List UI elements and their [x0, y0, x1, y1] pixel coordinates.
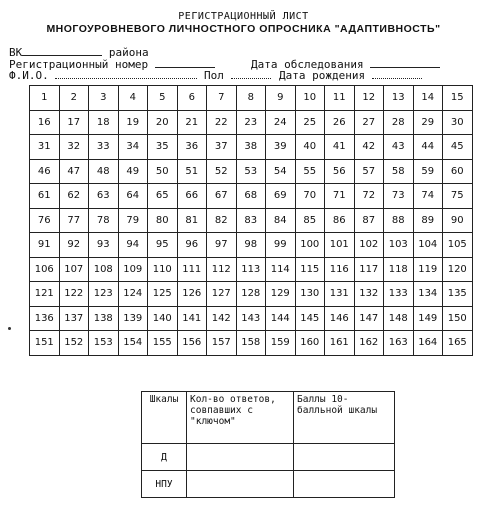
- grid-cell[interactable]: 133: [384, 282, 414, 307]
- grid-cell[interactable]: 129: [266, 282, 296, 307]
- field-row-fio: [9, 68, 271, 82]
- grid-cell[interactable]: 2: [59, 86, 89, 111]
- grid-cell[interactable]: 12: [354, 86, 384, 111]
- exam-date-label: Дата обследования: [251, 58, 364, 71]
- grid-cell[interactable]: 3: [89, 86, 119, 111]
- grid-cell[interactable]: 165: [443, 331, 473, 356]
- grid-cell[interactable]: 78: [89, 208, 119, 233]
- grid-cell[interactable]: 36: [177, 135, 207, 160]
- grid-cell[interactable]: 93: [89, 233, 119, 258]
- grid-cell[interactable]: 38: [236, 135, 266, 160]
- grid-cell[interactable]: 69: [266, 184, 296, 209]
- grid-row: [30, 257, 473, 282]
- grid-cell[interactable]: 34: [118, 135, 148, 160]
- grid-cell[interactable]: 15: [443, 86, 473, 111]
- grid-cell[interactable]: 134: [413, 282, 443, 307]
- scales-table: [141, 391, 395, 498]
- grid-cell[interactable]: 37: [207, 135, 237, 160]
- grid-cell[interactable]: 45: [443, 135, 473, 160]
- grid-cell[interactable]: 135: [443, 282, 473, 307]
- grid-row: [30, 331, 473, 356]
- grid-cell[interactable]: 116: [325, 257, 355, 282]
- grid-cell[interactable]: 59: [413, 159, 443, 184]
- grid-cell[interactable]: 88: [384, 208, 414, 233]
- grid-cell[interactable]: 85: [295, 208, 325, 233]
- grid-cell[interactable]: 65: [148, 184, 178, 209]
- grid-cell[interactable]: 142: [207, 306, 237, 331]
- grid-cell[interactable]: 99: [266, 233, 296, 258]
- grid-cell[interactable]: 30: [443, 110, 473, 135]
- grid-cell[interactable]: 136: [30, 306, 60, 331]
- grid-cell[interactable]: 163: [384, 331, 414, 356]
- scale-d-points-cell[interactable]: [294, 444, 395, 471]
- grid-cell[interactable]: 91: [30, 233, 60, 258]
- grid-cell[interactable]: 89: [413, 208, 443, 233]
- grid-row: [30, 306, 473, 331]
- grid-cell[interactable]: 73: [384, 184, 414, 209]
- grid-cell[interactable]: 98: [236, 233, 266, 258]
- grid-cell[interactable]: 94: [118, 233, 148, 258]
- grid-cell[interactable]: 68: [236, 184, 266, 209]
- grid-cell[interactable]: 75: [443, 184, 473, 209]
- grid-cell[interactable]: 106: [30, 257, 60, 282]
- grid-cell[interactable]: 87: [354, 208, 384, 233]
- grid-cell[interactable]: 16: [30, 110, 60, 135]
- grid-cell[interactable]: 74: [413, 184, 443, 209]
- grid-cell[interactable]: 79: [118, 208, 148, 233]
- grid-cell[interactable]: 51: [177, 159, 207, 184]
- grid-cell[interactable]: 29: [413, 110, 443, 135]
- grid-cell[interactable]: 64: [118, 184, 148, 209]
- grid-cell[interactable]: 143: [236, 306, 266, 331]
- grid-cell[interactable]: 111: [177, 257, 207, 282]
- grid-cell[interactable]: 97: [207, 233, 237, 258]
- grid-cell[interactable]: 83: [236, 208, 266, 233]
- grid-cell[interactable]: 86: [325, 208, 355, 233]
- grid-cell[interactable]: 95: [148, 233, 178, 258]
- grid-cell[interactable]: 4: [118, 86, 148, 111]
- grid-cell[interactable]: 26: [325, 110, 355, 135]
- grid-cell[interactable]: 164: [413, 331, 443, 356]
- grid-cell[interactable]: 117: [354, 257, 384, 282]
- grid-cell[interactable]: 1: [30, 86, 60, 111]
- grid-cell[interactable]: 20: [148, 110, 178, 135]
- fio-label: Ф.И.О.: [9, 69, 49, 82]
- grid-cell[interactable]: 158: [236, 331, 266, 356]
- grid-cell[interactable]: 71: [325, 184, 355, 209]
- grid-cell[interactable]: 154: [118, 331, 148, 356]
- grid-cell[interactable]: 62: [59, 184, 89, 209]
- grid-cell[interactable]: 21: [177, 110, 207, 135]
- birth-date-label: Дата рождения: [279, 69, 366, 82]
- grid-cell[interactable]: 76: [30, 208, 60, 233]
- grid-cell[interactable]: 118: [384, 257, 414, 282]
- grid-cell[interactable]: 102: [354, 233, 384, 258]
- grid-cell[interactable]: 14: [413, 86, 443, 111]
- grid-cell[interactable]: 47: [59, 159, 89, 184]
- grid-cell[interactable]: 124: [118, 282, 148, 307]
- grid-row: [30, 159, 473, 184]
- grid-cell[interactable]: 112: [207, 257, 237, 282]
- grid-cell[interactable]: 55: [295, 159, 325, 184]
- grid-cell[interactable]: 161: [325, 331, 355, 356]
- grid-cell[interactable]: 49: [118, 159, 148, 184]
- grid-cell[interactable]: 8: [236, 86, 266, 111]
- grid-cell[interactable]: 114: [266, 257, 296, 282]
- grid-cell[interactable]: 31: [30, 135, 60, 160]
- grid-cell[interactable]: 160: [295, 331, 325, 356]
- grid-cell[interactable]: 84: [266, 208, 296, 233]
- grid-cell[interactable]: 110: [148, 257, 178, 282]
- grid-row: [30, 208, 473, 233]
- scales-header-scale: Шкалы: [142, 392, 187, 444]
- grid-cell[interactable]: 145: [295, 306, 325, 331]
- grid-cell[interactable]: 115: [295, 257, 325, 282]
- grid-cell[interactable]: 10: [295, 86, 325, 111]
- grid-cell[interactable]: 41: [325, 135, 355, 160]
- grid-cell[interactable]: 52: [207, 159, 237, 184]
- grid-cell[interactable]: 141: [177, 306, 207, 331]
- scale-d-count-cell[interactable]: [187, 444, 294, 471]
- grid-cell[interactable]: 108: [89, 257, 119, 282]
- grid-cell[interactable]: 92: [59, 233, 89, 258]
- grid-cell[interactable]: 44: [413, 135, 443, 160]
- title-line-1: РЕГИСТРАЦИОННЫЙ ЛИСТ: [178, 11, 309, 22]
- reg-number-label: Регистрационный номер: [9, 58, 149, 71]
- grid-cell[interactable]: 6: [177, 86, 207, 111]
- grid-cell[interactable]: 122: [59, 282, 89, 307]
- grid-cell[interactable]: 40: [295, 135, 325, 160]
- grid-cell[interactable]: 140: [148, 306, 178, 331]
- grid-cell[interactable]: 159: [266, 331, 296, 356]
- scale-npu-points-cell[interactable]: [294, 471, 395, 498]
- grid-cell[interactable]: 156: [177, 331, 207, 356]
- grid-cell[interactable]: 101: [325, 233, 355, 258]
- grid-cell[interactable]: 104: [413, 233, 443, 258]
- grid-cell[interactable]: 11: [325, 86, 355, 111]
- grid-cell[interactable]: 90: [443, 208, 473, 233]
- grid-cell[interactable]: 19: [118, 110, 148, 135]
- grid-cell[interactable]: 130: [295, 282, 325, 307]
- grid-cell[interactable]: 100: [295, 233, 325, 258]
- scales-header-points: Баллы 10-балльной шкалы: [294, 392, 395, 444]
- grid-cell[interactable]: 149: [413, 306, 443, 331]
- grid-cell[interactable]: 35: [148, 135, 178, 160]
- grid-cell[interactable]: 66: [177, 184, 207, 209]
- grid-cell[interactable]: 123: [89, 282, 119, 307]
- grid-cell[interactable]: 48: [89, 159, 119, 184]
- grid-cell[interactable]: 126: [177, 282, 207, 307]
- grid-cell[interactable]: 152: [59, 331, 89, 356]
- grid-cell[interactable]: 27: [354, 110, 384, 135]
- grid-cell[interactable]: 13: [384, 86, 414, 111]
- grid-cell[interactable]: 54: [266, 159, 296, 184]
- grid-cell[interactable]: 18: [89, 110, 119, 135]
- scales-row-npu: [142, 471, 395, 498]
- vk-label: ВК: [9, 46, 23, 59]
- grid-cell[interactable]: 155: [148, 331, 178, 356]
- grid-cell[interactable]: 70: [295, 184, 325, 209]
- sex-input-line[interactable]: [231, 68, 271, 79]
- grid-cell[interactable]: 103: [384, 233, 414, 258]
- grid-cell[interactable]: 107: [59, 257, 89, 282]
- grid-cell[interactable]: 146: [325, 306, 355, 331]
- grid-cell[interactable]: 148: [384, 306, 414, 331]
- grid-cell[interactable]: 157: [207, 331, 237, 356]
- scale-label-npu: НПУ: [142, 471, 187, 498]
- grid-cell[interactable]: 137: [59, 306, 89, 331]
- grid-cell[interactable]: 43: [384, 135, 414, 160]
- grid-cell[interactable]: 23: [236, 110, 266, 135]
- grid-cell[interactable]: 5: [148, 86, 178, 111]
- fio-input-line[interactable]: [55, 68, 197, 79]
- reg-number-input-line[interactable]: [155, 57, 215, 68]
- grid-cell[interactable]: 53: [236, 159, 266, 184]
- vk-input-line[interactable]: [22, 45, 102, 56]
- grid-cell[interactable]: 7: [207, 86, 237, 111]
- grid-cell[interactable]: 28: [384, 110, 414, 135]
- scales-row-d: [142, 444, 395, 471]
- answer-grid: [29, 85, 473, 356]
- grid-row: [30, 86, 473, 111]
- grid-cell[interactable]: 109: [118, 257, 148, 282]
- exam-date-input-line[interactable]: [370, 57, 440, 68]
- scale-label-d: Д: [142, 444, 187, 471]
- grid-cell[interactable]: 72: [354, 184, 384, 209]
- grid-cell[interactable]: 120: [443, 257, 473, 282]
- grid-cell[interactable]: 60: [443, 159, 473, 184]
- grid-cell[interactable]: 96: [177, 233, 207, 258]
- grid-cell[interactable]: 81: [177, 208, 207, 233]
- grid-cell[interactable]: 153: [89, 331, 119, 356]
- grid-cell[interactable]: 144: [266, 306, 296, 331]
- grid-cell[interactable]: 32: [59, 135, 89, 160]
- sex-label: Пол: [204, 69, 224, 82]
- grid-cell[interactable]: 162: [354, 331, 384, 356]
- grid-cell[interactable]: 82: [207, 208, 237, 233]
- grid-cell[interactable]: 105: [443, 233, 473, 258]
- grid-cell[interactable]: 33: [89, 135, 119, 160]
- grid-cell[interactable]: 138: [89, 306, 119, 331]
- grid-cell[interactable]: 22: [207, 110, 237, 135]
- grid-cell[interactable]: 77: [59, 208, 89, 233]
- grid-cell[interactable]: 56: [325, 159, 355, 184]
- title-line-2: МНОГОУРОВНЕВОГО ЛИЧНОСТНОГО ОПРОСНИКА "АДАПТИВНОСТЬ": [46, 23, 441, 35]
- grid-cell[interactable]: 67: [207, 184, 237, 209]
- grid-row: [30, 282, 473, 307]
- scales-header-row: [142, 392, 395, 444]
- grid-cell[interactable]: 9: [266, 86, 296, 111]
- grid-cell[interactable]: 17: [59, 110, 89, 135]
- grid-cell[interactable]: 131: [325, 282, 355, 307]
- birth-date-input-line[interactable]: [372, 68, 422, 79]
- district-label: района: [108, 46, 149, 59]
- grid-cell[interactable]: 46: [30, 159, 60, 184]
- scan-mark: [8, 327, 11, 330]
- grid-cell[interactable]: 119: [413, 257, 443, 282]
- scales-header-count: Кол-во ответов, совпавших с "ключом": [187, 392, 294, 444]
- grid-row: [30, 135, 473, 160]
- grid-cell[interactable]: 113: [236, 257, 266, 282]
- grid-cell[interactable]: 125: [148, 282, 178, 307]
- grid-cell[interactable]: 25: [295, 110, 325, 135]
- grid-cell[interactable]: 50: [148, 159, 178, 184]
- grid-cell[interactable]: 57: [354, 159, 384, 184]
- grid-row: [30, 110, 473, 135]
- grid-cell[interactable]: 58: [384, 159, 414, 184]
- grid-cell[interactable]: 151: [30, 331, 60, 356]
- grid-cell[interactable]: 80: [148, 208, 178, 233]
- grid-row: [30, 184, 473, 209]
- grid-cell[interactable]: 42: [354, 135, 384, 160]
- grid-cell[interactable]: 39: [266, 135, 296, 160]
- grid-cell[interactable]: 61: [30, 184, 60, 209]
- scale-npu-count-cell[interactable]: [187, 471, 294, 498]
- grid-cell[interactable]: 132: [354, 282, 384, 307]
- field-row-birth-date: [279, 68, 422, 82]
- grid-cell[interactable]: 24: [266, 110, 296, 135]
- grid-cell[interactable]: 139: [118, 306, 148, 331]
- grid-cell[interactable]: 147: [354, 306, 384, 331]
- grid-row: [30, 233, 473, 258]
- grid-cell[interactable]: 128: [236, 282, 266, 307]
- grid-cell[interactable]: 121: [30, 282, 60, 307]
- grid-cell[interactable]: 150: [443, 306, 473, 331]
- grid-cell[interactable]: 127: [207, 282, 237, 307]
- grid-cell[interactable]: 63: [89, 184, 119, 209]
